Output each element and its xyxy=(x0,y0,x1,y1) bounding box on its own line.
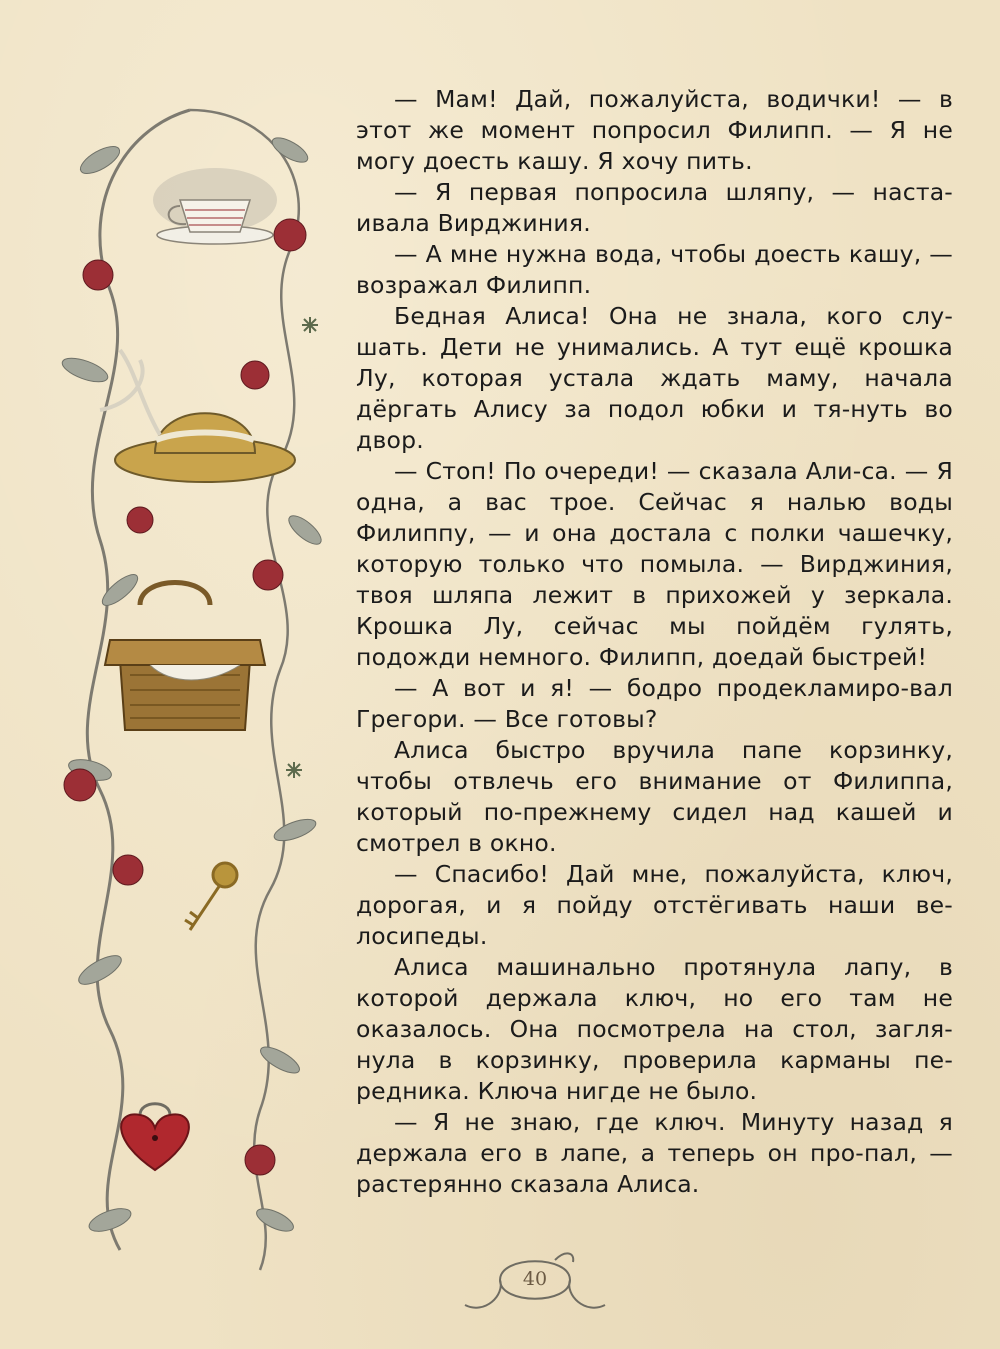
berry-icon xyxy=(64,769,96,801)
paragraph: Алиса машинально протянула лапу, в которой держала ключ, но его там не оказалось. Она посмотрела на стол, загля-нула в корзинку, проверила карманы пе-редника. Ключа нигде не было. xyxy=(356,953,953,1105)
star-flower-icon xyxy=(302,317,318,333)
paragraph: — Мам! Дай, пожалуйста, водички! — в этот же момент попросил Филипп. — Я не могу доесть кашу. Я хочу пить. xyxy=(356,85,953,175)
leaf xyxy=(75,950,126,990)
leaf xyxy=(272,815,319,845)
heart-padlock-icon xyxy=(121,1104,189,1170)
leaf xyxy=(285,511,326,549)
star-flower-icon xyxy=(286,762,302,778)
paragraph: Бедная Алиса! Она не знала, кого слу-шать. Дети не унимались. А тут ещё крошка Лу, которая устала ждать маму, начала дёргать Алису за подол юбки и тя-нуть во двор. xyxy=(356,302,953,454)
berry-icon xyxy=(253,560,283,590)
berry-icon xyxy=(241,361,269,389)
teacup-icon xyxy=(153,168,277,244)
paragraph: — Я первая попросила шляпу, — наста-ивала Вирджиния. xyxy=(356,178,953,237)
leaf xyxy=(98,570,142,611)
paragraph: — Я не знаю, где ключ. Минуту назад я держала его в лапе, а теперь он про-пал, — растерянно сказала Алиса. xyxy=(356,1108,953,1198)
story-text xyxy=(356,84,953,1200)
leaf xyxy=(257,1042,303,1078)
leaf xyxy=(59,353,110,386)
decorative-vine-border xyxy=(40,70,340,1340)
berry-icon xyxy=(274,219,306,251)
picnic-basket-icon xyxy=(105,583,265,731)
paragraph: — А мне нужна вода, чтобы доесть кашу, — возражал Филипп. xyxy=(356,240,953,299)
berry-icon xyxy=(127,507,153,533)
paragraph: Алиса быстро вручила папе корзинку, чтобы отвлечь его внимание от Филиппа, который по-прежнему сидел над кашей и смотрел в окно. xyxy=(356,736,953,857)
page-number-ornament xyxy=(455,1240,615,1320)
berry-icon xyxy=(83,260,113,290)
key-icon xyxy=(185,863,237,930)
paragraph: — Спасибо! Дай мне, пожалуйста, ключ, дорогая, и я пойду отстёгивать наши ве-лосипеды. xyxy=(356,860,953,950)
berry-icon xyxy=(113,855,143,885)
paragraph: — Стоп! По очереди! — сказала Али-са. — Я одна, а вас трое. Сейчас я налью воды Филиппу, — и она достала с полки чашечку, которую только что помыла. — Вирджиния, твоя шляпа лежит в прихожей у зеркала. Крошка Лу, сейчас мы пойдём гулять, подожди немного. Филипп, доедай быстрей! xyxy=(356,457,953,671)
leaf xyxy=(253,1204,296,1235)
leaf xyxy=(86,1204,134,1236)
berry-icon xyxy=(245,1145,275,1175)
paragraph: — А вот и я! — бодро продекламиро-вал Грегори. — Все готовы? xyxy=(356,674,953,733)
page-number: 40 xyxy=(522,1268,548,1290)
leaf xyxy=(269,133,312,167)
leaf xyxy=(76,141,123,179)
